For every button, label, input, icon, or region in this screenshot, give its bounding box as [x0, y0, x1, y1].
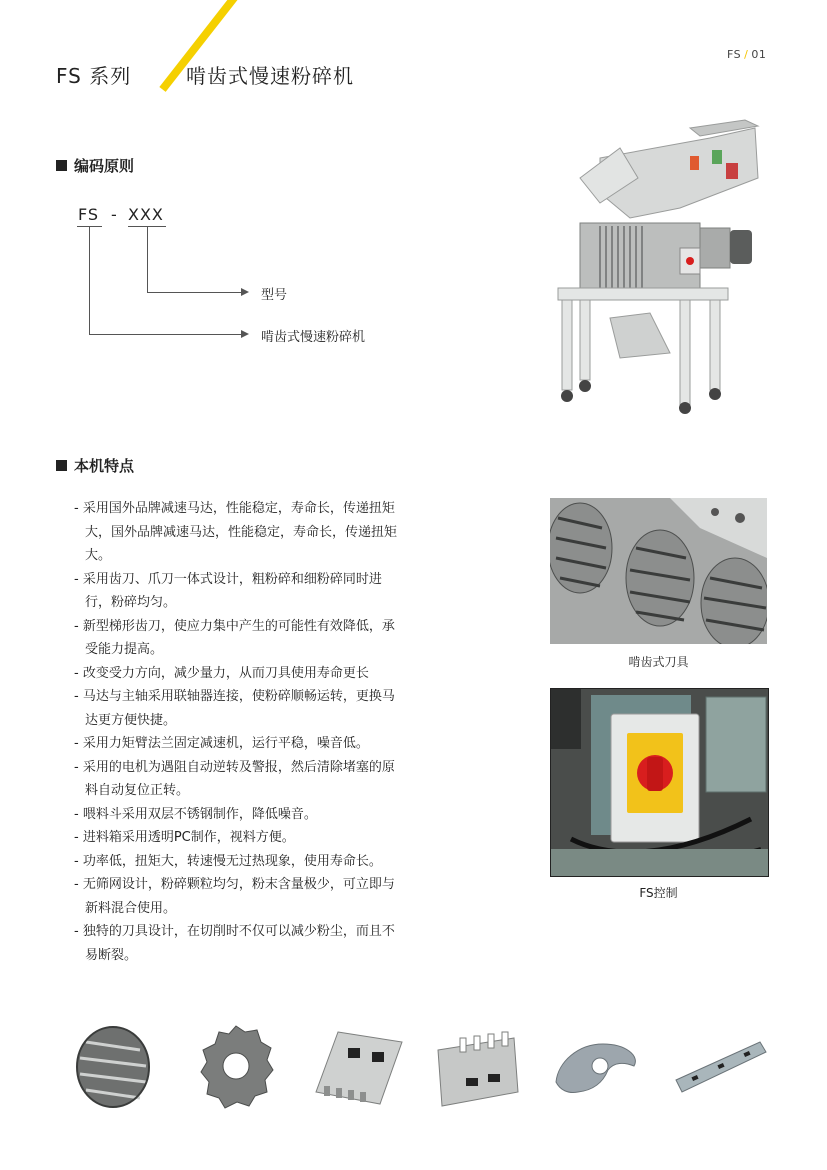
features-heading-text: 本机特点 — [74, 457, 135, 475]
feature-item: - 独特的刀具设计，在切削时不仅可以减少粉尘，而且不易断裂。 — [74, 924, 395, 963]
model-label: 型号 — [261, 288, 288, 303]
heading-square-icon — [56, 160, 67, 171]
machine-connector-vertical — [89, 226, 90, 335]
page-number — [727, 48, 766, 61]
feature-item: - 喂料斗采用双层不锈钢制作，降低噪音。 — [74, 806, 317, 822]
code-suffix: XXX — [128, 205, 164, 224]
feature-item: - 采用齿刀、爪刀一体式设计，粗粉碎和细粉碎同时进行，粉碎均匀。 — [74, 571, 382, 610]
cutter-photo — [550, 498, 767, 644]
claw-blade-image — [310, 1022, 405, 1112]
feature-item: - 采用力矩臂法兰固定减速机，运行平稳，噪音低。 — [74, 736, 369, 751]
feature-item: - 采用的电机为遇阻自动逆转及警报，然后清除堵塞的原料自动复位正转。 — [74, 759, 395, 798]
cutter-caption: 啃齿式刀具 — [628, 655, 689, 669]
control-caption: FS控制 — [639, 886, 678, 900]
feature-item: - 改变受力方向，减少量力，从而刀具使用寿命更长 — [74, 665, 369, 681]
page-separator: / — [744, 48, 749, 61]
model-connector-horizontal — [147, 292, 242, 293]
hook-blade-image — [548, 1022, 643, 1112]
feature-item: - 无筛网设计，粉碎颗粒均匀，粉末含量极少，可立即与新料混合使用。 — [74, 877, 395, 916]
product-title: 啃齿式慢速粉碎机 — [186, 64, 354, 88]
model-arrow-icon — [241, 288, 249, 296]
feature-item: - 采用国外品牌减速马达，性能稳定，寿命长，传递扭矩大，国外品牌减速马达，性能稳定，寿命长，传递扭矩大。 — [74, 501, 398, 563]
feature-item: - 功率低，扭矩大，转速慢无过热现象，使用寿命长。 — [74, 853, 382, 869]
machine-arrow-icon — [241, 330, 249, 338]
control-photo — [550, 688, 769, 877]
model-connector-vertical — [147, 226, 148, 293]
feature-item: - 马达与主轴采用联轴器连接，使粉碎顺畅运转，更换马达更方便快捷。 — [74, 689, 395, 728]
feature-item: - 新型梯形齿刀，使应力集中产生的可能性有效降低，承受能力提高。 — [74, 618, 395, 657]
features-list — [74, 497, 406, 967]
series-title: FS 系列 — [56, 64, 132, 88]
machine-connector-horizontal — [89, 334, 242, 335]
code-dash: - — [111, 205, 118, 224]
page-no: 01 — [751, 48, 767, 61]
heading-square-icon — [56, 460, 67, 471]
machine-photo — [540, 118, 790, 418]
coding-heading-text: 编码原则 — [74, 157, 135, 175]
code-prefix: FS — [78, 205, 100, 224]
feature-item: - 进料箱采用透明PC制作，视料方便。 — [74, 830, 295, 845]
flat-blade-image — [670, 1022, 770, 1112]
gear-cutter-image — [195, 1022, 277, 1112]
coding-heading — [56, 155, 134, 176]
machine-label: 啃齿式慢速粉碎机 — [261, 330, 366, 345]
features-heading — [56, 455, 134, 476]
hob-cutter-image — [72, 1022, 154, 1112]
toothed-blade-image — [430, 1022, 522, 1112]
page-prefix: FS — [727, 48, 742, 61]
